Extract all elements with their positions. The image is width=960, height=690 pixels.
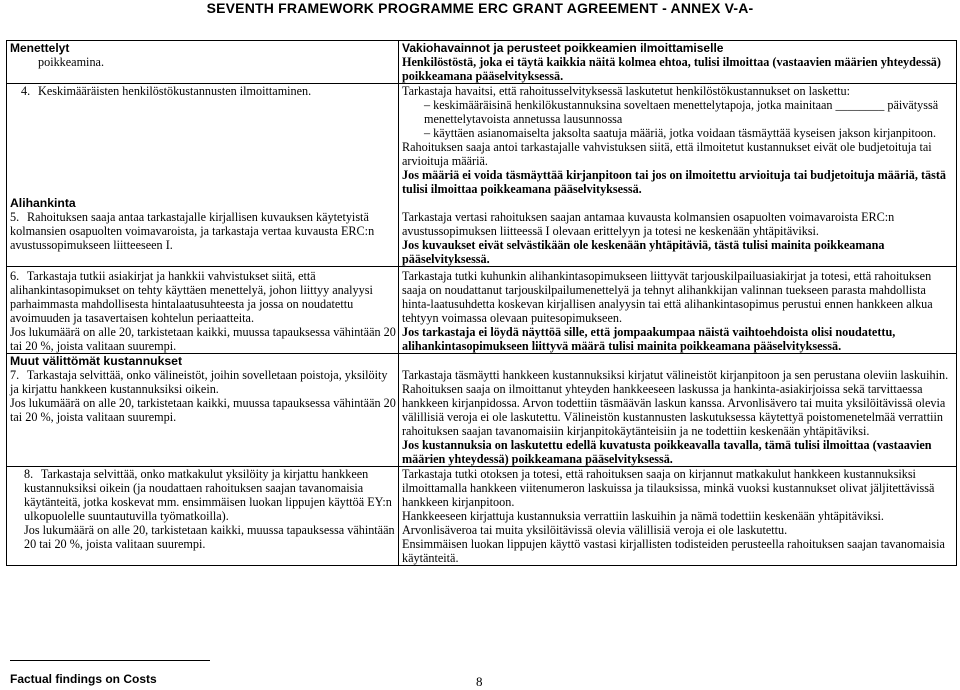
procedure-text: Tarkastaja selvittää, onko matkakulut yksilöity ja kirjattu hankkeen kustannuksiksi oikein (ja noudattaen rahoituksen saajan tavanomaisia käytänteitä, jotka koskevat mm. ensimmäisen luokan lippujen käyttöä EY:n ulkopuolelle suuntautuvilla työmatkoilla). [24,467,392,523]
footer-divider [10,660,210,661]
procedure-cell [7,267,399,354]
table-row [7,84,957,197]
finding-dash-1: – keskimääräisinä henkilökustannuksina soveltaen menettelytapoja, jotka mainitaan ________ päivätyssä menettelytavoista annetussa lausunnossa [424,98,939,126]
document-header: SEVENTH FRAMEWORK PROGRAMME ERC GRANT AGREEMENT - ANNEX V-A- [206,0,754,16]
finding-cell [399,196,957,267]
finding-cell [399,84,957,197]
exception-statement: Jos kuvaukset eivät selvästikään ole keskenään yhtäpitäviä, tästä tulisi mainita poikkeamana pääselvityksessä. [402,238,885,266]
table-row [7,467,957,566]
procedure-number: 8. [24,467,34,481]
exception-statement: Jos kustannuksia on laskutettu edellä kuvatusta poikkeavalla tavalla, tämä tulisi ilmoittaa (vastaavien määrien yhteydessä) poikkeamana pääselvityksessä. [402,438,932,466]
section-heading-subcontracting: Alihankinta [10,196,76,210]
footer-title: Factual findings on Costs [10,672,157,686]
finding-paragraph: Arvonlisäveroa tai muita yksilöitävissä olevia välillisiä veroja ei ole laskutettu. [402,523,788,537]
procedure-number: 5. [10,210,20,224]
procedure-number: 7. [10,368,20,382]
procedure-number: 4. [21,84,31,98]
finding-dash-2: – käyttäen asianomaiselta jaksolta saatuja määriä, jotka voidaan täsmäyttää kyseisen jakson kirjanpitoon. [424,126,937,140]
procedure-cell [7,196,399,267]
column-header-procedures: Menettelyt [10,41,70,55]
sampling-text: Jos lukumäärä on alle 20, tarkistetaan kaikki, muussa tapauksessa vähintään 20 tai 20 %, joista valitaan suurempi. [10,325,396,353]
finding-paragraph: Tarkastaja tutki otoksen ja totesi, että rahoituksen saaja on kirjannut matkakulut hankkeen kustannuksiksi ilmoittamalla hankkeen viitenumeron laskuissa ja tilauksissa, minkä vuoksi kustannukset olivat jäljitettävissä hankkeen kirjanpitoon. [402,467,935,509]
procedure-cell [7,41,399,84]
finding-paragraph: Ensimmäisen luokan lippujen käyttö vastasi kirjallisten todisteiden perusteella rahoituksen saajan tavanomaisia käytänteitä. [402,537,945,565]
exception-statement: Jos tarkastaja ei löydä näyttöä sille, että jompaakumpaa näistä vaihtoehdoista olisi noudatettu, alihankintasopimukseen liittyvä määrä tulisi mainita poikkeamana pääselvityksessä. [402,325,896,353]
procedure-number: 6. [10,269,20,283]
section-heading-other-direct-costs: Muut välittömät kustannukset [10,354,182,368]
table-row [7,41,957,84]
column-header-findings: Vakiohavainnot ja perusteet poikkeamien ilmoittamiselle [402,41,724,55]
finding-cell [399,354,957,467]
exception-statement: Henkilöstöstä, joka ei täytä kaikkia näitä kolmea ehtoa, tulisi ilmoittaa (vastaavien määrien yhteydessä) poikkeamana pääselvityksessä. [402,55,941,83]
procedure-text: Tarkastaja tutkii asiakirjat ja hankkii vahvistukset siitä, että alihankintasopimukset on tehty käyttäen menettelyä, johon liittyy analyysi parhaimmasta mahdollisesta hintalaatusuhteesta ja jossa on noudatettu avoimuuden ja tasavertaisen kohtelun periaatteita. [10,269,373,325]
finding-cell [399,267,957,354]
finding-paragraph: Hankkeeseen kirjattuja kustannuksia verrattiin laskuihin ja nämä todettiin keskenään yhtäpitäviksi. [402,509,884,523]
table-row [7,196,957,267]
finding-paragraph: Tarkastaja vertasi rahoituksen saajan antamaa kuvausta kolmansien osapuolten voimavaroista ERC:n avustussopimuksen liitteessä I olevaan erittelyyn ja totesi ne keskenään yhtäpitäviksi. [402,210,895,238]
table-row [7,354,957,467]
page-number: 8 [476,674,483,689]
finding-cell [399,41,957,84]
procedure-text: Tarkastaja selvittää, onko välineistöt, joihin sovelletaan poistoja, yksilöity ja kirjattu hankkeen kustannuksiksi oikein. [10,368,388,396]
finding-intro: Tarkastaja havaitsi, että rahoitusselvityksessä laskutetut henkilöstökustannukset on laskettu: [402,84,850,98]
findings-table [6,40,957,566]
finding-paragraph: Tarkastaja täsmäytti hankkeen kustannuksiksi kirjatut välineistöt kirjanpitoon ja sen perustana oleviin laskuihin. Rahoituksen saaja on ilmoittanut yhteyden hankkeeseen laskussa ja hankinta-asiakirjoissa sekä tarvittaessa hankkeen kirjanpidossa. Arvon todettiin täsmäävän laskun kanssa. Arvonlisävero tai muita yksilöitävissä olevia välillisiä veroja ei ole laskutettu. Välineistön kustannusten laskutuksessa käytettyä poistomenetelmää verrattiin rahoituksen saajan tavanomaisiin kirjanpitokäytänteisiin ja ne todettiin keskenään yhtäpitäviksi. [402,368,949,438]
procedure-cell [7,84,399,197]
sampling-text: Jos lukumäärä on alle 20, tarkistetaan kaikki, muussa tapauksessa vähintään 20 tai 20 %, joista valitaan suurempi. [10,396,396,424]
findings-table-container [6,40,956,644]
continued-text: poikkeamina. [38,55,104,69]
procedure-cell [7,354,399,467]
procedure-text: Keskimääräisten henkilöstökustannusten ilmoittaminen. [38,84,312,98]
procedure-text: Rahoituksen saaja antaa tarkastajalle kirjallisen kuvauksen käytetyistä kolmansien osapuolten voimavaroista, ja tarkastaja vertaa kuvausta ERC:n avustussopimukseen liitteeseen I. [10,210,375,252]
finding-paragraph: Tarkastaja tutki kuhunkin alihankintasopimukseen liittyvät tarjouskilpailuasiakirjat ja totesi, että rahoituksen saaja on noudattanut tarjouskilpailumenettelyä ja tehnyt alihankkijan valinnan tuekseen parasta mahdollista hinta-laatusuhdetta koskevan kirjallisen analyysin tai että alihankintasopimus perustui ennen hankkeen alkua tehtyyn voimassa olevaan puitesopimukseen. [402,269,933,325]
finding-cell [399,467,957,566]
table-row [7,267,957,354]
exception-statement: Jos määriä ei voida täsmäyttää kirjanpitoon tai jos on ilmoitettu arvioituja tai budjetoituja määriä, tästä tulisi ilmoittaa poikkeamana pääselvityksessä. [402,168,947,196]
procedure-cell [7,467,399,566]
finding-paragraph: Rahoituksen saaja antoi tarkastajalle vahvistuksen siitä, että ilmoitetut kustannukset eivät ole budjetoituja tai arvioituja määriä. [402,140,932,168]
sampling-text: Jos lukumäärä on alle 20, tarkistetaan kaikki, muussa tapauksessa vähintään 20 tai 20 %, joista valitaan suurempi. [24,523,395,551]
